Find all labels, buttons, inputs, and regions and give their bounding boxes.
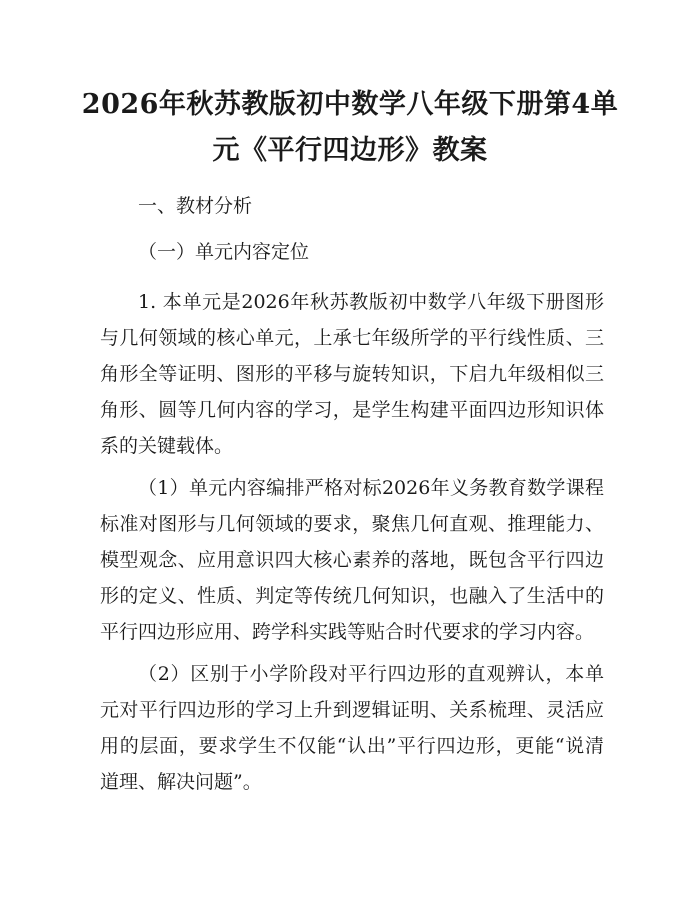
paragraph-curriculum-standard: （1）单元内容编排严格对标2026年义务教育数学课程标准对图形与几何领域的要求，聚焦几何直观、推理能力、模型观念、应用意识四大核心素养的落地，既包含平行四边形的定义、性质、判定等传统几何知识，也融入了生活中的平行四边形应用、跨学科实践等贴合时代要求的学习内容。 (100, 477, 604, 643)
paragraph-learning-level: （2）区别于小学阶段对平行四边形的直观辨认，本单元对平行四边形的学习上升到逻辑证明、关系梳理、灵活应用的层面，要求学生不仅能“认出”平行四边形，更能“说清道理、解决问题”。 (100, 663, 604, 793)
subsection-heading: （一）单元内容定位 (138, 241, 310, 263)
paragraph-unit-positioning: 1. 本单元是2026年秋苏教版初中数学八年级下册图形与几何领域的核心单元，上承七年级所学的平行线性质、三角形全等证明、图形的平移与旋转知识，下启九年级相似三角形、圆等几何内容的学习，是学生构建平面四边形知识体系的关键载体。 (100, 291, 604, 457)
document-title-line-2: 元《平行四边形》教案 (212, 135, 488, 166)
document-title-line-1: 2026年秋苏教版初中数学八年级下册第4单 (81, 89, 619, 120)
section-heading: 一、教材分析 (138, 195, 253, 217)
